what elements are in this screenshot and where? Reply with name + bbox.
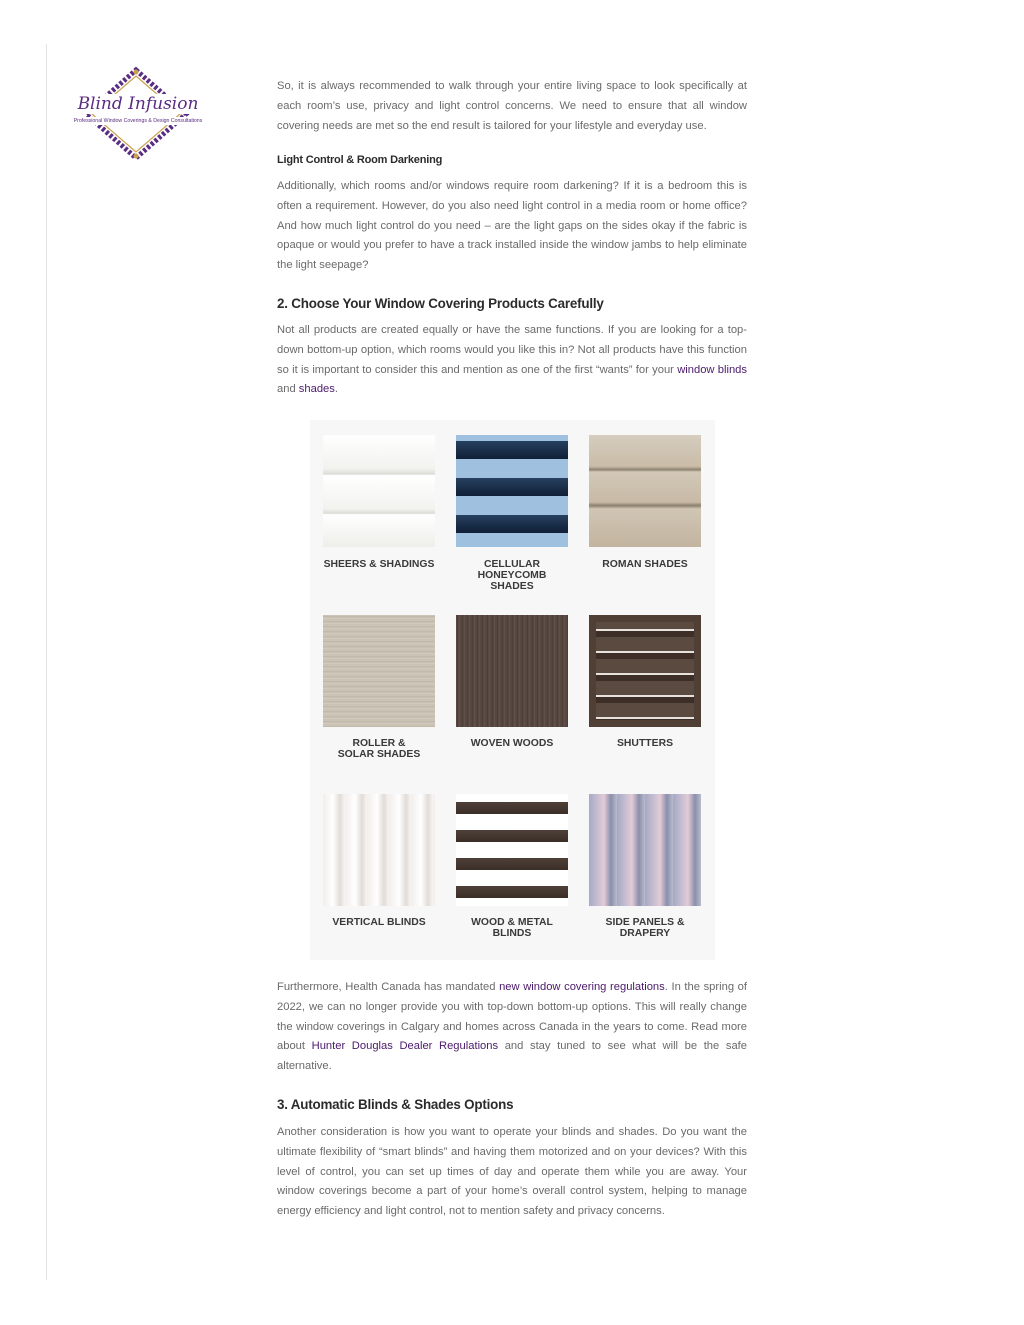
section-3-paragraph: Another consideration is how you want to operate your blinds and shades. Do you want the ultimate flexibility of “smart blinds” and having them motorized and on your devices? With this level of control, you can set up times of day and operate them while you are away. Your window coverings become a part of your home’s overall control system, helping to manage energy efficiency and light control, not to mention safety and privacy concerns. <box>277 1126 747 1218</box>
section-3-heading: 3. Automatic Blinds & Shades Options <box>277 1097 514 1112</box>
regulations-text-3: and stay tuned to see what will be the safe alternative. <box>277 1040 747 1073</box>
and-text: and <box>277 383 296 396</box>
product-label: SHUTTERS <box>617 738 673 749</box>
product-label: CELLULAR HONEYCOMB SHADES <box>477 559 547 592</box>
product-label: VERTICAL BLINDS <box>332 917 426 928</box>
period-text: . <box>334 383 338 396</box>
light-control-heading: Light Control & Room Darkening <box>277 154 443 166</box>
product-label: ROLLER & SOLAR SHADES <box>337 738 421 760</box>
section-2-paragraph <box>277 321 747 400</box>
cellular-shades-swatch <box>456 435 568 547</box>
product-label: WOVEN WOODS <box>470 738 554 749</box>
light-control-paragraph: Additionally, which rooms and/or windows require room darkening? If it is a bedroom this is often a requirement. However, do you also need light control in a media room or home office? And how much light control do you need – are the light gaps on the sides okay if the fabric is opaque or would you prefer to have a track installed inside the window jambs to help eliminate the light seepage? <box>277 180 747 272</box>
regulations-text-2: . In the spring of 2022, we can no longer provide you with top-down bottom-up options. This will really change the window coverings in Calgary and homes across Canada in the years to come. Read more about <box>277 981 747 1053</box>
product-label: ROMAN SHADES <box>602 559 688 570</box>
vertical-blinds-swatch <box>323 794 435 906</box>
woven-woods-swatch <box>456 615 568 727</box>
brand-logo[interactable] <box>68 66 208 162</box>
sheers-shadings-swatch <box>323 435 435 547</box>
roman-shades-swatch <box>589 435 701 547</box>
roller-solar-swatch <box>323 615 435 727</box>
wood-metal-blinds-swatch <box>456 794 568 906</box>
regulations-paragraph <box>277 978 747 1077</box>
product-label: SIDE PANELS & DRAPERY <box>605 917 685 939</box>
page-left-border <box>46 44 47 1280</box>
window-blinds-link[interactable]: window blinds <box>677 363 748 376</box>
side-panels-swatch <box>589 794 701 906</box>
hunter-douglas-link[interactable]: Hunter Douglas Dealer Regulations <box>311 1040 499 1053</box>
product-label: WOOD & METAL BLINDS <box>471 917 553 939</box>
product-grid-image <box>310 420 715 960</box>
diamond-frame-icon <box>68 66 208 162</box>
product-label: SHEERS & SHADINGS <box>323 559 435 570</box>
shades-link[interactable]: shades <box>298 383 335 396</box>
new-regulations-link[interactable]: new window covering regulations <box>499 981 665 993</box>
regulations-text-1: Furthermore, Health Canada has mandated <box>277 981 496 993</box>
section-2-heading: 2. Choose Your Window Covering Products Carefully <box>277 296 604 311</box>
logo-brand-name: Blind Infusion <box>68 94 208 114</box>
logo-tagline: Professional Window Coverings & Design Consultations <box>64 117 212 125</box>
intro-paragraph: So, it is always recommended to walk through your entire living space to look specifically at each room’s use, privacy and light control concerns. We need to ensure that all window covering needs are met so the end result is tailored for your lifestyle and everyday use. <box>277 80 747 132</box>
shutters-swatch <box>589 615 701 727</box>
section-2-text: Not all products are created equally or have the same functions. If you are looking for a top-down bottom-up option, which rooms would you like this in? Not all products have this function so it is important to consider this and mention as one of the first “wants” for your <box>277 324 747 376</box>
